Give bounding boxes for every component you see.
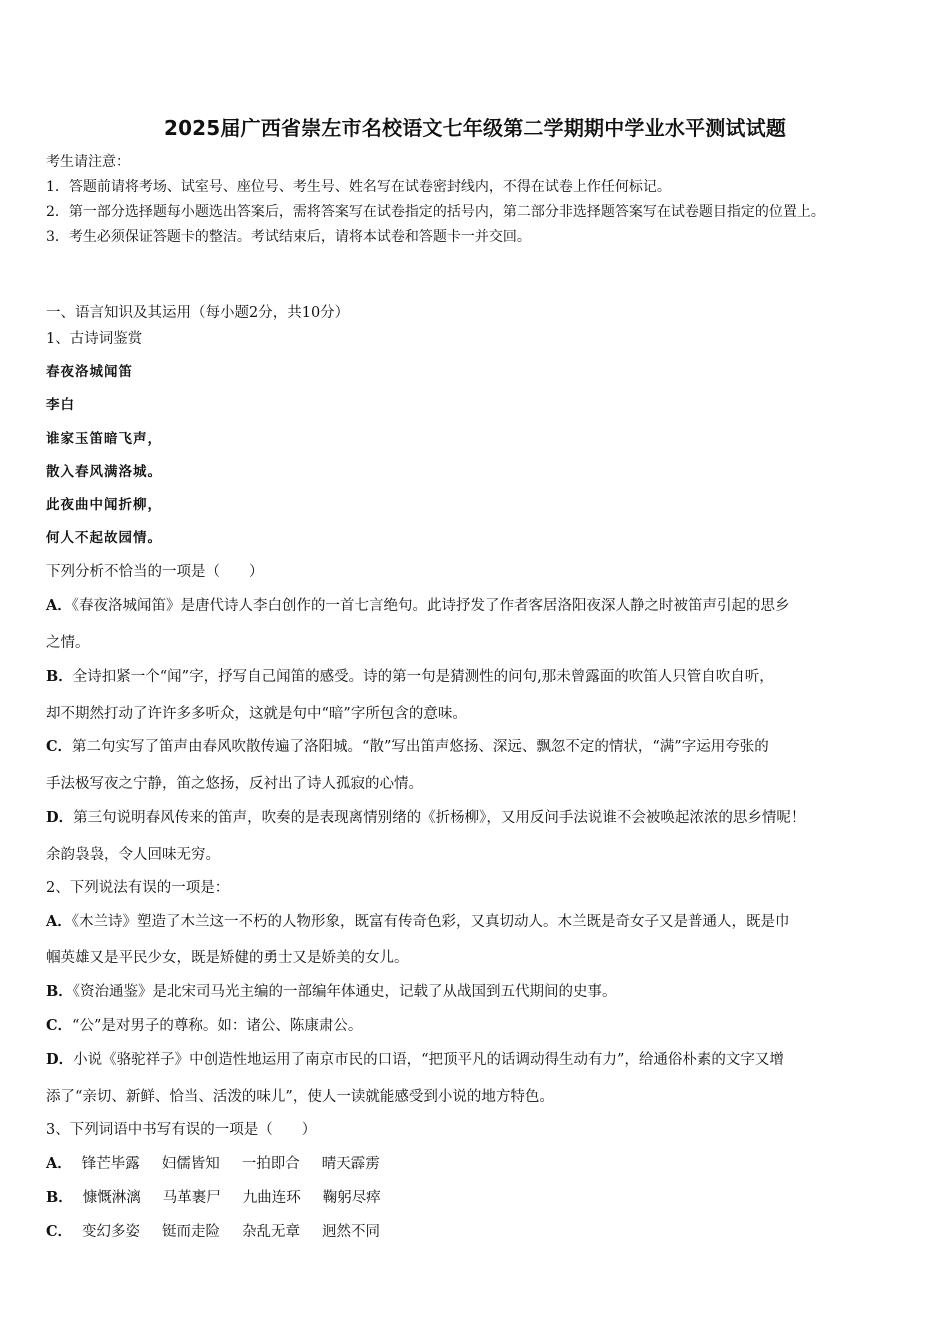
q1-option-a-cont: 之情。: [46, 635, 90, 651]
q2-option-d: [46, 1048, 926, 1069]
option-text: 第三句说明春风传来的笛声，吹奏的是表现离情别绪的《折杨柳》，又用反问手法说谁不会被唤起浓浓的思乡情呢！: [73, 810, 806, 826]
option-label: B．: [46, 1189, 73, 1206]
option-label: A．: [46, 597, 72, 614]
option-label: B．: [46, 668, 73, 685]
word: 一拍即合: [241, 1156, 300, 1172]
q1-option-c-cont: 手法极写夜之宁静，笛之悠扬，反衬出了诗人孤寂的心情。: [46, 776, 423, 792]
q1-option-c: [46, 735, 926, 756]
q2-option-d-cont: 添了“亲切、新鲜、恰当、活泼的味儿”，使人一读就能感受到小说的地方特色。: [46, 1089, 554, 1105]
q3-option-b: [46, 1186, 926, 1207]
q1-option-d: [46, 806, 926, 827]
notice-heading: 考生请注意：: [46, 154, 130, 170]
question-3-stem: 3、下列词语中书写有误的一项是（ ）: [46, 1122, 317, 1138]
poem-line: 散入春风满洛城。: [46, 464, 162, 480]
option-text: 全诗扣紧一个“闻”字，抒写自己闻笛的感受。诗的第一句是猜测性的问句,那未曾露面的吹笛人只管自吹自听，: [72, 669, 774, 685]
poem-line: 何人不起故园情。: [46, 530, 162, 546]
option-label: D．: [46, 1051, 74, 1068]
q1-option-b: [46, 665, 926, 686]
q2-option-a-cont: 帼英雄又是平民少女，既是矫健的勇士又是娇美的女儿。: [46, 950, 409, 966]
option-text: “公”是对男子的尊称。如：诸公、陈康肃公。: [72, 1018, 363, 1034]
question-2-stem: 2、下列说法有误的一项是：: [46, 880, 230, 896]
word: 鞠躬尽瘁: [322, 1190, 381, 1206]
option-label: C．: [46, 738, 73, 755]
word: 九曲连环: [242, 1190, 301, 1206]
option-label: D．: [46, 809, 74, 826]
word: 妇儒皆知: [161, 1156, 220, 1172]
option-label: A．: [46, 913, 72, 930]
word: 迥然不同: [322, 1224, 381, 1240]
notice-item: 2．第一部分选择题每小题选出答案后，需将答案写在试卷指定的括号内，第二部分非选择题答案写在试卷题目指定的位置上。: [46, 204, 825, 220]
option-text: 《春夜洛城闻笛》是唐代诗人李白创作的一首七言绝句。此诗抒发了作者客居洛阳夜深人静之时被笛声引起的思乡: [71, 598, 790, 614]
notice-item: 1．答题前请将考场、试室号、座位号、考生号、姓名写在试卷密封线内，不得在试卷上作任何标记。: [46, 179, 671, 195]
page-title: 2025届广西省崇左市名校语文七年级第二学期期中学业水平测试试题: [163, 116, 787, 140]
word: 变幻多姿: [82, 1224, 141, 1240]
word: 杂乱无章: [242, 1224, 301, 1240]
option-text: 《木兰诗》塑造了木兰这一不朽的人物形象，既富有传奇色彩，又真切动人。木兰既是奇女子又是普通人，既是巾: [71, 914, 790, 930]
q1-option-d-cont: 余韵袅袅，令人回味无穷。: [46, 847, 220, 863]
q3-option-c: [46, 1220, 926, 1241]
poem-line: 谁家玉笛暗飞声，: [46, 431, 162, 447]
q2-option-a: [46, 910, 926, 931]
q1-option-b-cont: 却不期然打动了许许多多听众，这就是句中“暗”字所包含的意味。: [46, 706, 467, 722]
poem-author: 李白: [46, 397, 75, 413]
option-text: 第二句实写了笛声由春风吹散传遍了洛阳城。“散”写出笛声悠扬、深远、飘忽不定的情状，“满”字运用夸张的: [72, 739, 769, 755]
option-label: A．: [46, 1155, 72, 1172]
word: 晴天霹雳: [321, 1156, 380, 1172]
option-label: C．: [46, 1017, 73, 1034]
poem-line: 此夜曲中闻折柳，: [46, 497, 162, 513]
question-1-label: 1、古诗词鉴赏: [46, 331, 143, 347]
q2-option-c: [46, 1014, 926, 1035]
section-heading: 一、语言知识及其运用（每小题2分，共10分）: [46, 305, 350, 321]
q3-option-a: [46, 1152, 926, 1173]
option-text: 小说《骆驼祥子》中创造性地运用了南京市民的口语，“把顶平凡的话调动得生动有力”，给通俗朴素的文字又增: [73, 1052, 784, 1068]
word: 铤而走险: [162, 1224, 221, 1240]
q2-option-b: [46, 980, 926, 1001]
notice-item: 3．考生必须保证答题卡的整洁。考试结束后，请将本试卷和答题卡一并交回。: [46, 229, 531, 245]
poem-title: 春夜洛城闻笛: [46, 364, 133, 380]
q1-option-a: [46, 594, 926, 615]
question-1-stem: 下列分析不恰当的一项是（ ）: [46, 564, 264, 580]
notice-block: [46, 150, 916, 250]
word: 慷慨淋漓: [82, 1190, 141, 1206]
option-text: 《资治通鉴》是北宋司马光主编的一部编年体通史，记载了从战国到五代期间的史事。: [72, 984, 617, 1000]
option-label: B．: [46, 983, 73, 1000]
option-label: C．: [46, 1223, 73, 1240]
word: 马革裹尸: [162, 1190, 221, 1206]
word: 锋芒毕露: [81, 1156, 140, 1172]
